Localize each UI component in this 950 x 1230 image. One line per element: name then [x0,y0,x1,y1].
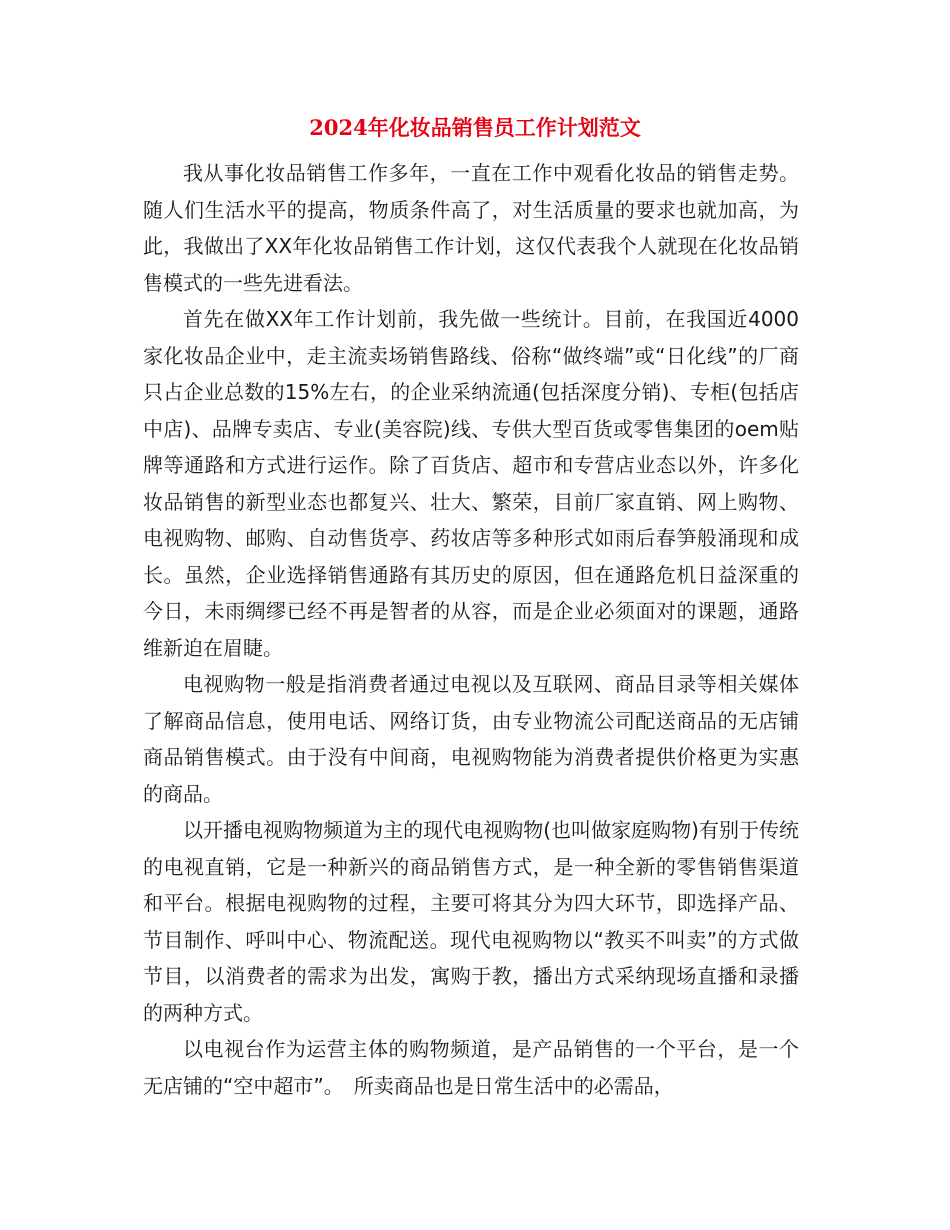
paragraph-1: 我从事化妆品销售工作多年，一直在工作中观看化妆品的销售走势。随人们生活水平的提高，物质条件高了，对生活质量的要求也就加高，为此，我做出了XX年化妆品销售工作计划，这仅代表我个人就现在化妆品销售模式的一些先进看法。 [143,161,799,295]
document-body [143,155,799,1104]
document-title: 2024年化妆品销售员工作计划范文 [309,115,641,140]
paragraph-3: 电视购物一般是指消费者通过电视以及互联网、商品目录等相关媒体了解商品信息，使用电话、网络订货，由专业物流公司配送商品的无店铺商品销售模式。由于没有中间商，电视购物能为消费者提供价格更为实惠的商品。 [143,672,799,806]
paragraph-2: 首先在做XX年工作计划前，我先做一些统计。目前，在我国近4000家化妆品企业中，走主流卖场销售路线、俗称“做终端”或“日化线”的厂商只占企业总数的15%左右，的企业采纳流通(包括深度分销)、专柜(包括店中店)、品牌专卖店、专业(美容院)线、专供大型百货或零售集团的oem贴牌等通路和方式进行运作。除了百货店、超市和专营店业态以外，许多化妆品销售的新型业态也都复兴、壮大、繁荣，目前厂家直销、网上购物、电视购物、邮购、自动售货亭、药妆店等多种形式如雨后春笋般涌现和成长。虽然，企业选择销售通路有其历史的原因，但在通路危机日益深重的今日，未雨绸缪已经不再是智者的从容，而是企业必须面对的课题，通路维新迫在眉睫。 [143,307,799,660]
paragraph-5: 以电视台作为运营主体的购物频道，是产品销售的一个平台，是一个无店铺的“空中超市”。 所卖商品也是日常生活中的必需品， [143,1037,799,1098]
paragraph-4: 以开播电视购物频道为主的现代电视购物(也叫做家庭购物)有别于传统的电视直销，它是一种新兴的商品销售方式，是一种全新的零售销售渠道和平台。根据电视购物的过程，主要可将其分为四大环节，即选择产品、节目制作、呼叫中心、物流配送。现代电视购物以“教买不叫卖”的方式做节目，以消费者的需求为出发，寓购于教，播出方式采纳现场直播和录播的两种方式。 [143,818,799,1025]
